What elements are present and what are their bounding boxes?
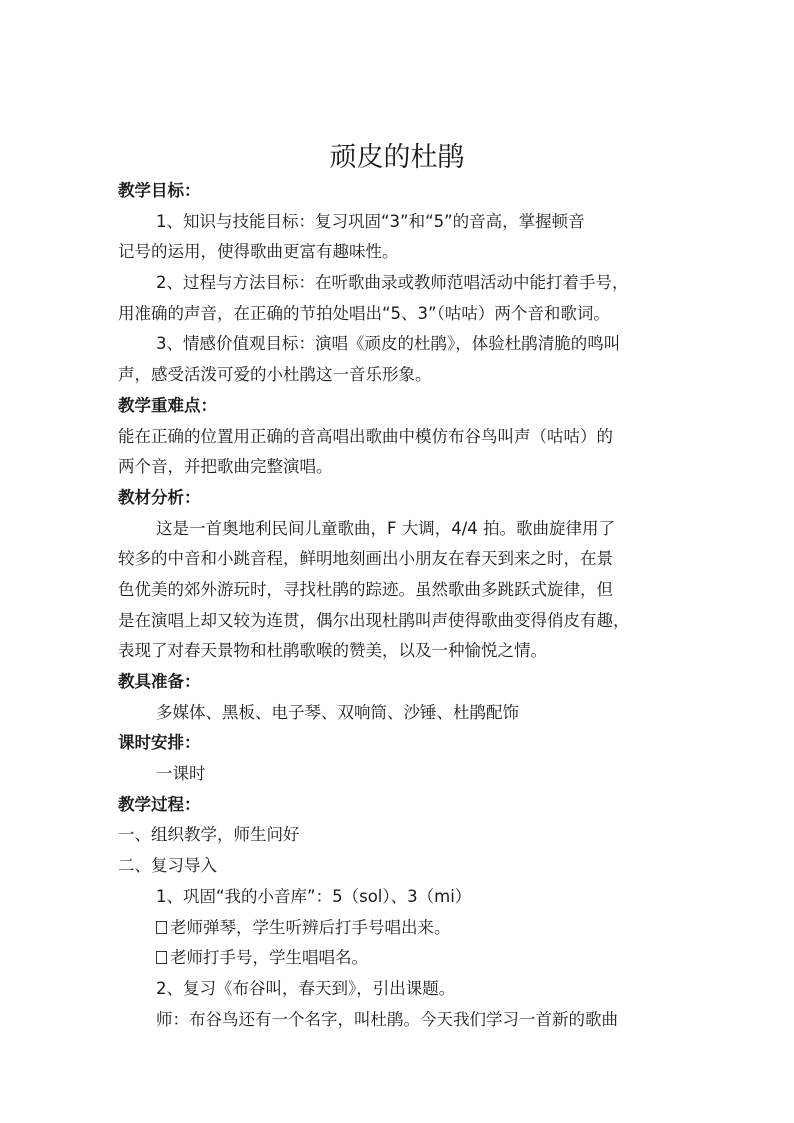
- review-sub-item-2: [118, 943, 688, 974]
- section-heading-goals: 教学目标：: [118, 181, 201, 200]
- goal-2-line-2: 用准确的声音，在正确的节拍处唱出“5、3”（咕咕）两个音和歌词。: [118, 303, 610, 323]
- goal-3-line-1: 3、情感价值观目标：演唱《顽皮的杜鹃》，体验杜鹃清脆的鸣叫: [156, 334, 621, 354]
- section-heading-process: 教学过程：: [118, 794, 201, 814]
- analysis-line-4: 是在演唱上却又较为连贯，偶尔出现杜鹃叫声使得歌曲变得俏皮有趣，: [118, 610, 630, 630]
- review-item-1: 1、巩固“我的小音库”：5（sol）、3（mi）: [156, 886, 472, 906]
- checkbox-square-icon: [156, 951, 167, 964]
- materials-line-1: 多媒体、黑板、电子琴、双响筒、沙锤、杜鹃配饰: [156, 702, 519, 722]
- keypoints-line-1: 能在正确的位置用正确的音高唱出歌曲中模仿布谷鸟叫声（咕咕）的: [118, 426, 613, 446]
- section-heading-keypoints: 教学重难点：: [118, 395, 217, 415]
- analysis-line-3: 色优美的郊外游玩时，寻找杜鹃的踪迹。虽然歌曲多跳跃式旋律，但: [118, 579, 613, 599]
- analysis-line-5: 表现了对春天景物和杜鹃歌喉的赞美，以及一种愉悦之情。: [118, 641, 547, 661]
- teacher-line: 师：布谷鸟还有一个名字，叫杜鹃。今天我们学习一首新的歌曲: [156, 1009, 618, 1029]
- review-sub-item-2-text: 老师打手号，学生唱唱名。: [170, 948, 368, 968]
- keypoints-line-2: 两个音，并把歌曲完整演唱。: [118, 457, 333, 477]
- page-title: 顽皮的杜鹃: [329, 142, 465, 173]
- goal-1-line-2: 记号的运用，使得歌曲更富有趣味性。: [118, 242, 399, 262]
- process-step-2: 二、复习导入: [118, 856, 217, 876]
- checkbox-square-icon: [156, 921, 167, 934]
- schedule-line-1: 一课时: [156, 764, 206, 784]
- goal-1-line-1: 1、知识与技能目标：复习巩固“3”和“5”的音高，掌握顿音: [156, 211, 585, 231]
- document-body: [118, 176, 688, 1035]
- section-heading-materials: 教具准备：: [118, 672, 201, 691]
- review-sub-item-1-text: 老师弹琴，学生听辨后打手号唱出来。: [170, 917, 451, 937]
- section-heading-analysis: 教材分析：: [118, 487, 201, 507]
- goal-3-line-2: 声，感受活泼可爱的小杜鹃这一音乐形象。: [118, 365, 432, 385]
- section-heading-schedule: 课时安排：: [118, 733, 201, 753]
- process-step-1: 一、组织教学，师生问好: [118, 825, 300, 845]
- review-sub-item-1: [118, 913, 688, 944]
- analysis-line-1: 这是一首奥地利民间儿童歌曲，F 大调，4/4 拍。歌曲旋律用了: [156, 518, 616, 538]
- review-item-2: 2、复习《布谷叫，春天到》，引出课题。: [156, 978, 456, 998]
- analysis-line-2: 较多的中音和小跳音程，鲜明地刻画出小朋友在春天到来之时，在景: [118, 549, 613, 569]
- goal-2-line-1: 2、过程与方法目标：在听歌曲录或教师范唱活动中能打着手号，: [156, 273, 629, 293]
